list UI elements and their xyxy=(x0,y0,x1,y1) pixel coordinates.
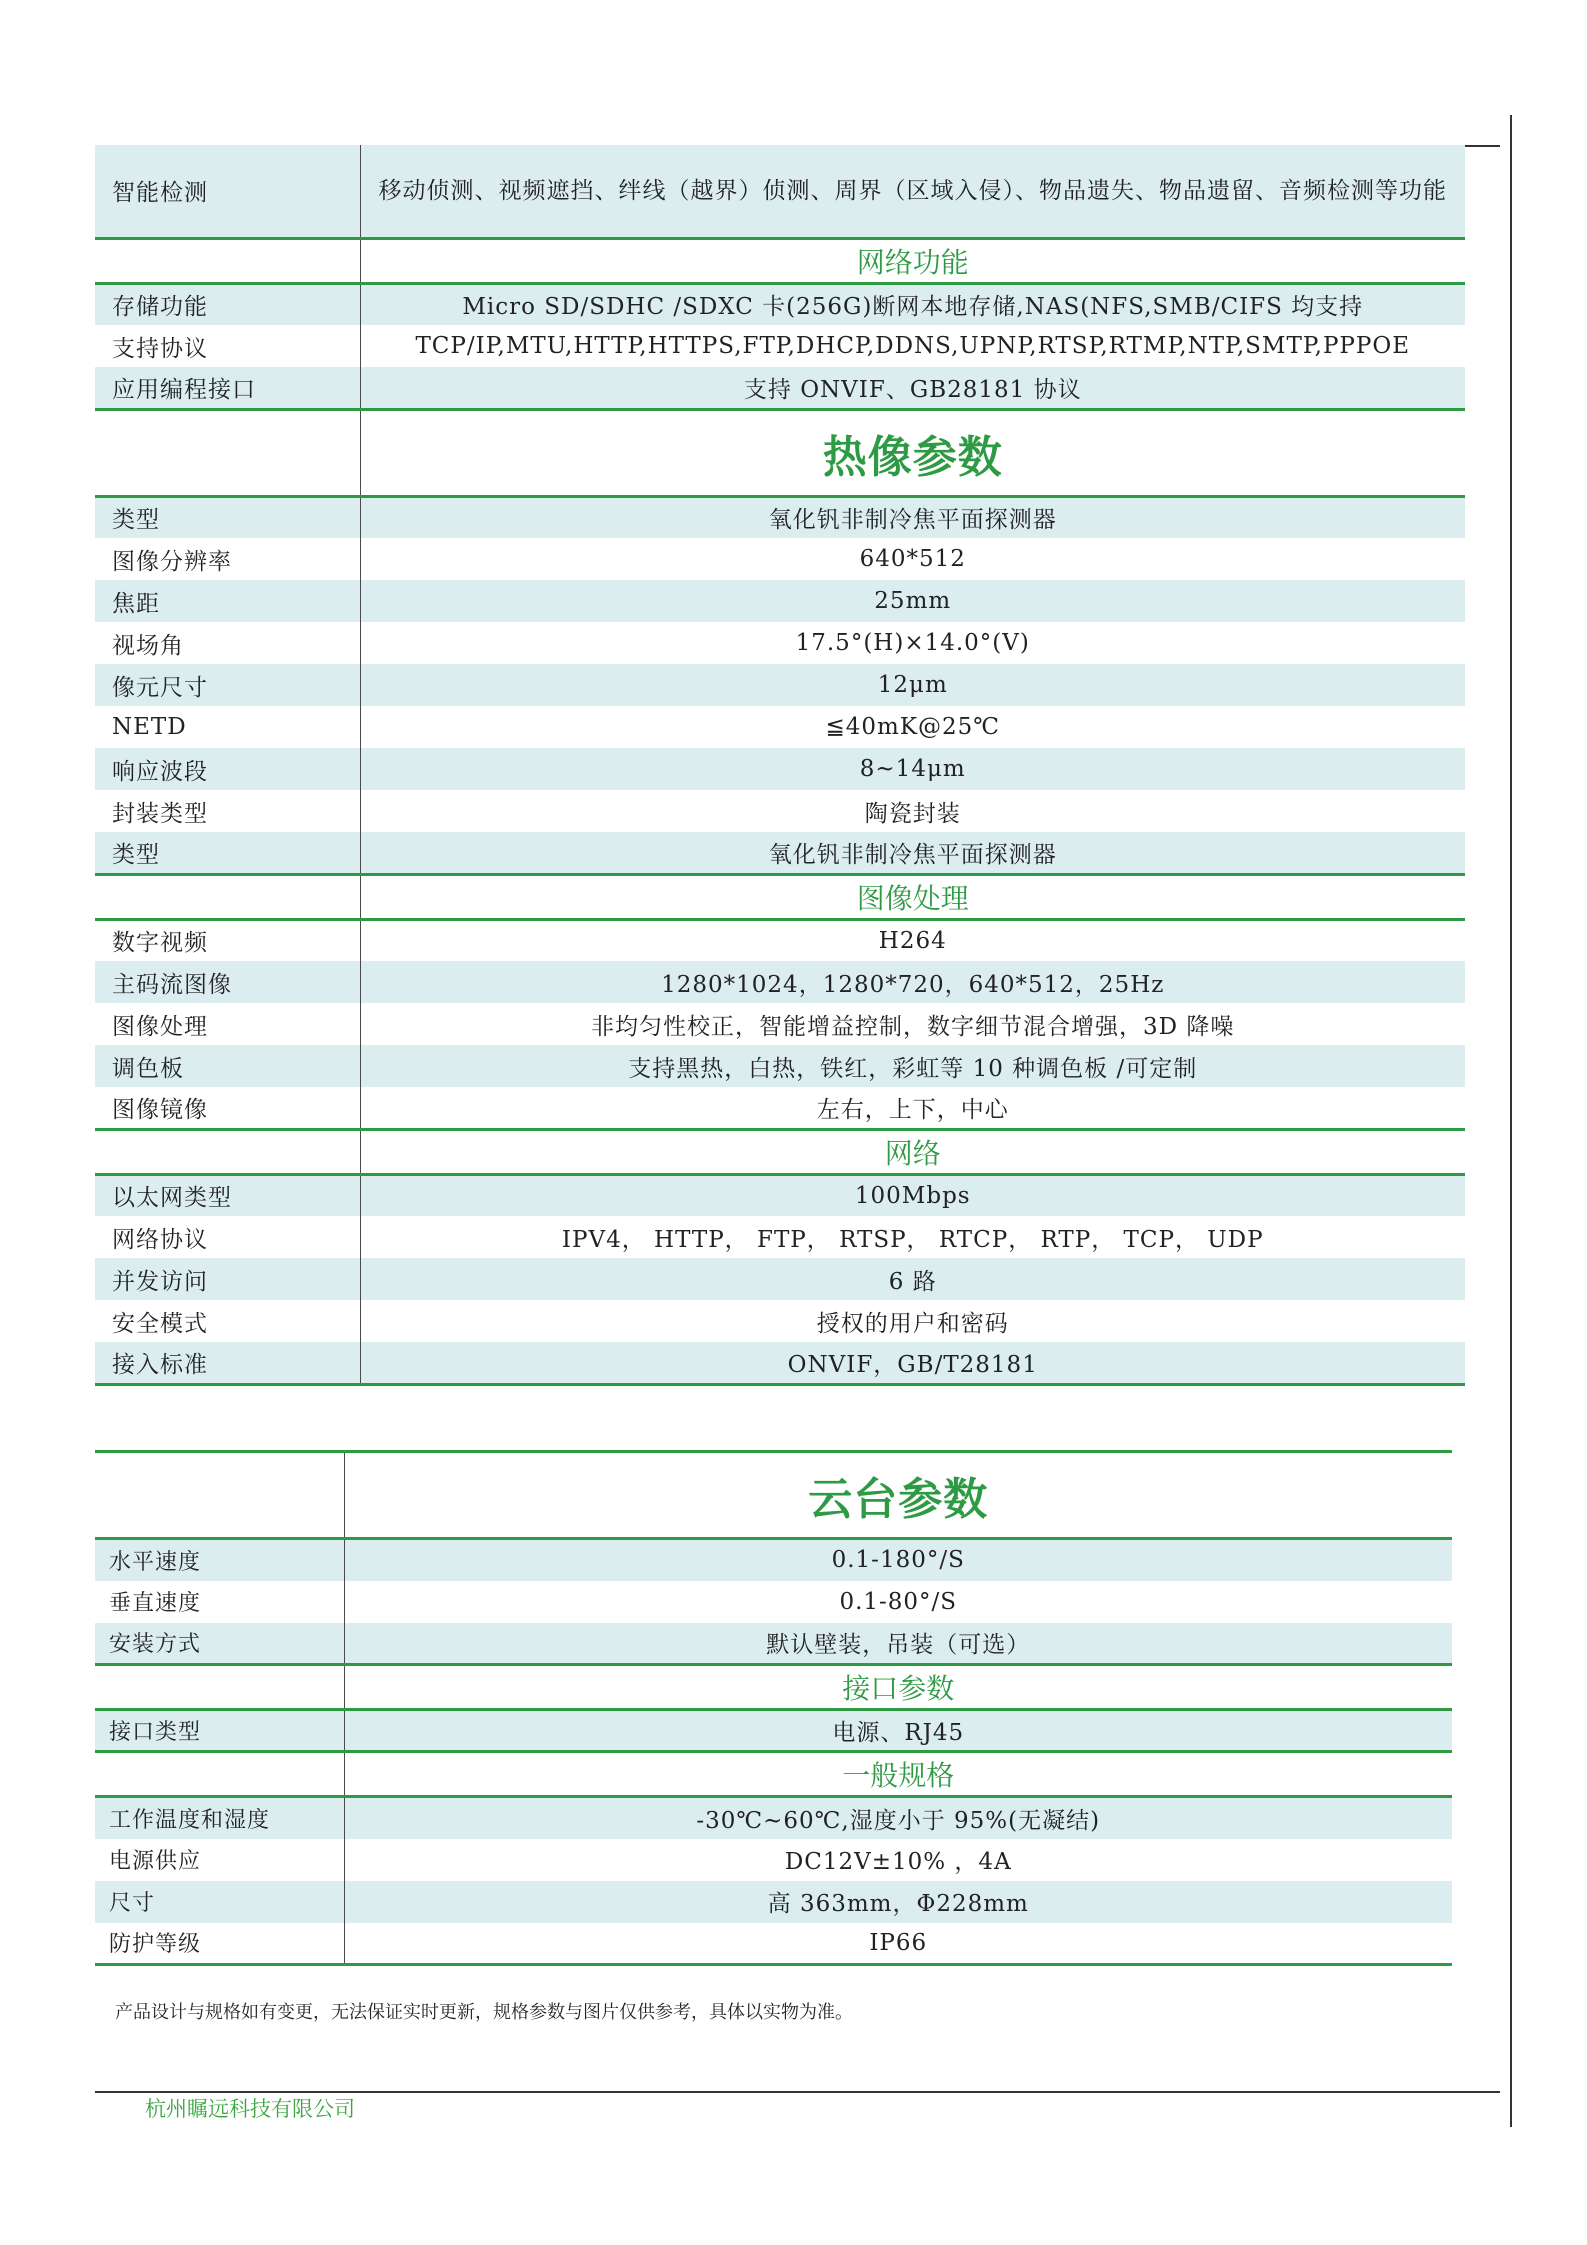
spec-label: 视场角 xyxy=(95,622,360,664)
spec-row xyxy=(95,367,1465,409)
spec-value: ONVIF，GB/T28181 xyxy=(360,1342,1465,1384)
spec-value: 1280*1024，1280*720，640*512，25Hz xyxy=(360,961,1465,1003)
spec-row xyxy=(95,1581,1452,1623)
spec-label: 工作温度和湿度 xyxy=(95,1797,344,1839)
section-title: 一般规格 xyxy=(344,1752,1452,1797)
spec-label: 图像处理 xyxy=(95,1003,360,1045)
spec-row xyxy=(95,325,1465,367)
spec-label: 支持协议 xyxy=(95,325,360,367)
spec-value: ≦40mK@25℃ xyxy=(825,714,1001,740)
spec-label: 以太网类型 xyxy=(95,1174,360,1216)
spec-value: 移动侦测、视频遮挡、绊线（越界）侦测、周界（区域入侵）、物品遗失、物品遗留、音频检测等功能 xyxy=(360,145,1465,238)
spec-row xyxy=(95,538,1465,580)
spec-label: 焦距 xyxy=(95,580,360,622)
spec-value: 氧化钒非制冷焦平面探测器 xyxy=(360,496,1465,538)
spec-label: 尺寸 xyxy=(95,1881,344,1923)
spec-label: 安全模式 xyxy=(95,1300,360,1342)
spec-label: 安装方式 xyxy=(95,1623,344,1665)
spec-label: 主码流图像 xyxy=(95,961,360,1003)
spec-row xyxy=(95,145,1465,238)
section-title: 云台参数 xyxy=(344,1452,1452,1539)
section-header-row xyxy=(95,409,1465,496)
spec-row xyxy=(95,1797,1452,1839)
section-title: 网络 xyxy=(360,1129,1465,1174)
spec-value: 100Mbps xyxy=(360,1174,1465,1216)
spec-label: 防护等级 xyxy=(95,1923,344,1965)
spec-table-thermal xyxy=(95,145,1465,1386)
spec-label xyxy=(95,238,360,283)
section-title: 接口参数 xyxy=(344,1665,1452,1710)
spec-table-ptz xyxy=(95,1450,1452,1966)
spec-label: 类型 xyxy=(95,832,360,874)
spec-label: 像元尺寸 xyxy=(95,664,360,706)
section-title: 热像参数 xyxy=(360,409,1465,496)
spec-value: DC12V±10% ，4A xyxy=(784,1849,1012,1875)
section-header-row xyxy=(95,238,1465,283)
spec-label: 水平速度 xyxy=(95,1539,344,1581)
spec-row xyxy=(95,961,1465,1003)
spec-value: H264 xyxy=(878,927,947,954)
section-header-row xyxy=(95,874,1465,919)
spec-label: 图像镜像 xyxy=(95,1087,360,1129)
spec-label xyxy=(95,409,360,496)
spec-value: 授权的用户和密码 xyxy=(816,1310,1009,1337)
spec-value: 0.1-180°/S xyxy=(344,1539,1452,1581)
spec-label: 垂直速度 xyxy=(95,1581,344,1623)
spec-row xyxy=(95,664,1465,706)
spec-row xyxy=(95,1216,1465,1258)
company-name: 杭州瞩远科技有限公司 xyxy=(145,2097,355,2121)
spec-value: 17.5°(H)×14.0°(V) xyxy=(795,630,1030,656)
right-border-line xyxy=(1510,115,1512,2127)
spec-row xyxy=(95,1539,1452,1581)
spec-row xyxy=(95,1300,1465,1342)
spec-row xyxy=(95,1258,1465,1300)
spec-row xyxy=(95,1045,1465,1087)
spec-row xyxy=(95,580,1465,622)
spec-label: 应用编程接口 xyxy=(95,367,360,409)
spec-label xyxy=(95,1752,344,1797)
spec-row xyxy=(95,919,1465,961)
spec-row xyxy=(95,1923,1452,1965)
spec-value: 电源、RJ45 xyxy=(344,1710,1452,1752)
disclaimer-note: 产品设计与规格如有变更，无法保证实时更新，规格参数与图片仅供参考，具体以实物为准。 xyxy=(115,2002,853,2023)
spec-label: 智能检测 xyxy=(95,145,360,238)
spec-value: 非均匀性校正，智能增益控制，数字细节混合增强，3D 降噪 xyxy=(591,1013,1235,1040)
spec-row xyxy=(95,622,1465,664)
spec-value: 8~14μm xyxy=(360,748,1465,790)
spec-value: IPV4， HTTP， FTP， RTSP， RTCP， RTP， TCP， UDP xyxy=(561,1226,1264,1253)
section-header-row xyxy=(95,1665,1452,1710)
spec-value: 氧化钒非制冷焦平面探测器 xyxy=(360,832,1465,874)
spec-value: IP66 xyxy=(344,1923,1452,1965)
spec-value: TCP/IP,MTU,HTTP,HTTPS,FTP,DHCP,DDNS,UPNP,RTSP,RTMP,NTP,SMTP,PPPOE xyxy=(415,333,1411,359)
spec-label xyxy=(95,874,360,919)
spec-value: 25mm xyxy=(360,580,1465,622)
spec-row xyxy=(95,1839,1452,1881)
spec-row xyxy=(95,1342,1465,1384)
spec-value: -30℃~60℃,湿度小于 95%(无凝结) xyxy=(344,1797,1452,1839)
spec-row xyxy=(95,790,1465,832)
spec-value: 640*512 xyxy=(859,546,966,572)
spec-value: 支持 ONVIF、GB28181 协议 xyxy=(360,367,1465,409)
spec-label: 图像分辨率 xyxy=(95,538,360,580)
spec-label: 接口类型 xyxy=(95,1710,344,1752)
spec-label: 接入标准 xyxy=(95,1342,360,1384)
spec-label: 类型 xyxy=(95,496,360,538)
spec-row xyxy=(95,1174,1465,1216)
spec-label: NETD xyxy=(95,706,360,748)
spec-label: 电源供应 xyxy=(95,1839,344,1881)
spec-row xyxy=(95,832,1465,874)
spec-label: 并发访问 xyxy=(95,1258,360,1300)
spec-row xyxy=(95,1087,1465,1129)
spec-label xyxy=(95,1129,360,1174)
spec-value: 左右，上下，中心 xyxy=(816,1096,1009,1123)
spec-row xyxy=(95,1623,1452,1665)
section-title: 网络功能 xyxy=(360,238,1465,283)
spec-row xyxy=(95,748,1465,790)
spec-value: 6 路 xyxy=(360,1258,1465,1300)
spec-value: 默认壁装，吊装（可选） xyxy=(344,1623,1452,1665)
spec-label: 存储功能 xyxy=(95,283,360,325)
spec-label: 数字视频 xyxy=(95,919,360,961)
spec-value: 支持黑热，白热，铁红，彩虹等 10 种调色板 /可定制 xyxy=(360,1045,1465,1087)
spec-label xyxy=(95,1452,344,1539)
spec-row xyxy=(95,283,1465,325)
spec-value: 0.1-80°/S xyxy=(839,1588,958,1615)
spec-value: 12μm xyxy=(360,664,1465,706)
section-title: 图像处理 xyxy=(360,874,1465,919)
spec-label: 调色板 xyxy=(95,1045,360,1087)
top-right-rule xyxy=(1465,145,1500,147)
spec-row xyxy=(95,1710,1452,1752)
spec-value: 陶瓷封装 xyxy=(864,800,961,827)
spec-value: Micro SD/SDHC /SDXC 卡(256G)断网本地存储,NAS(NFS,SMB/CIFS 均支持 xyxy=(360,283,1465,325)
spec-label xyxy=(95,1665,344,1710)
spec-value: 高 363mm，Φ228mm xyxy=(344,1881,1452,1923)
section-header-row xyxy=(95,1452,1452,1539)
section-header-row xyxy=(95,1129,1465,1174)
spec-row xyxy=(95,1881,1452,1923)
spec-label: 响应波段 xyxy=(95,748,360,790)
spec-label: 网络协议 xyxy=(95,1216,360,1258)
spec-label: 封装类型 xyxy=(95,790,360,832)
spec-row xyxy=(95,706,1465,748)
section-header-row xyxy=(95,1752,1452,1797)
spec-row xyxy=(95,1003,1465,1045)
spec-row xyxy=(95,496,1465,538)
